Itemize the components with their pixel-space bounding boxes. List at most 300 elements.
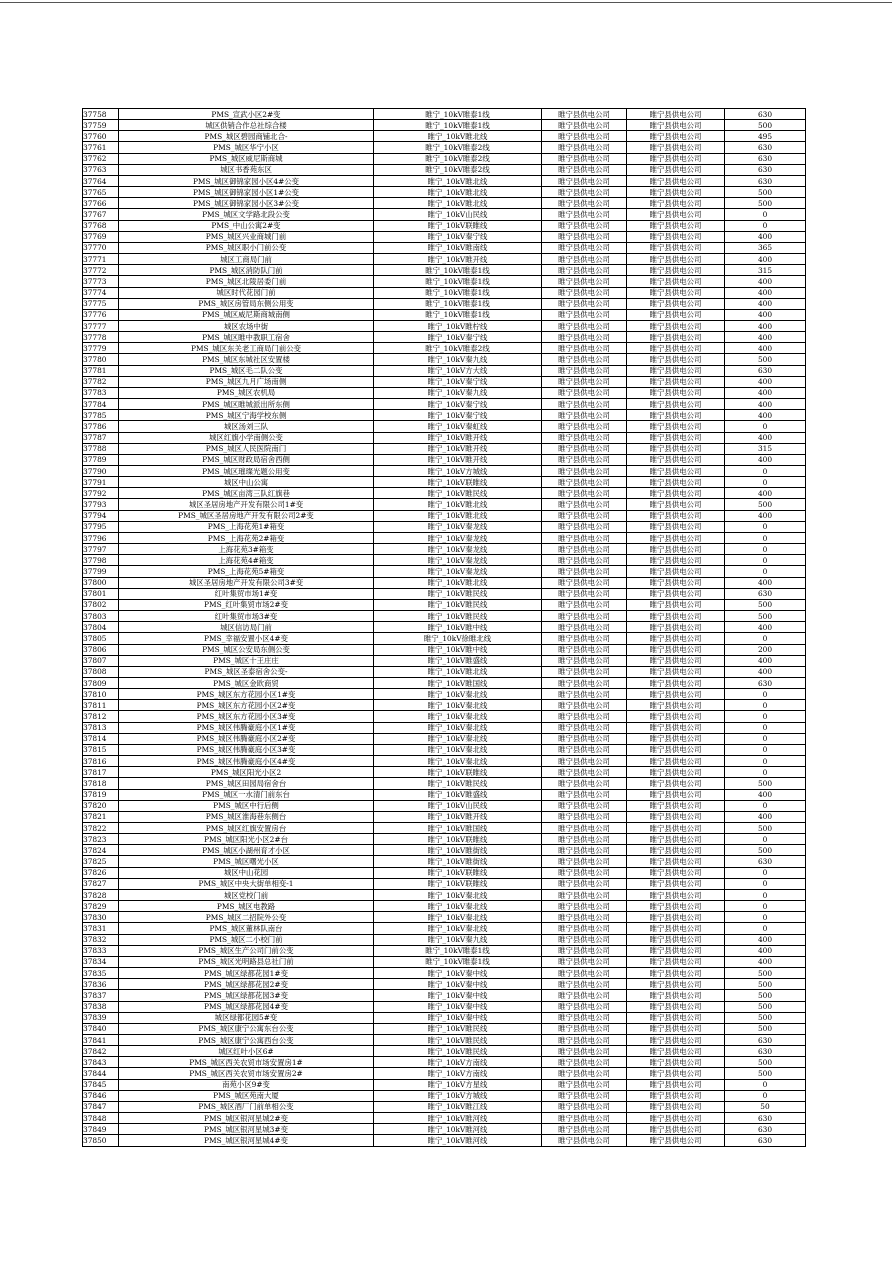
table-row bbox=[83, 387, 806, 398]
operator-company-cell: 睢宁县供电公司 bbox=[627, 153, 725, 164]
row-id-cell: 37782 bbox=[83, 376, 119, 387]
table-row bbox=[83, 142, 806, 153]
table-row bbox=[83, 767, 806, 778]
operator-company-cell: 睢宁县供电公司 bbox=[627, 521, 725, 532]
feeder-line-cell: 睢宁_10kV联睢线 bbox=[374, 878, 542, 889]
capacity-cell: 400 bbox=[725, 309, 806, 320]
company-cell: 睢宁县供电公司 bbox=[542, 744, 627, 755]
row-id-cell: 37796 bbox=[83, 532, 119, 543]
transformer-name-cell: 南苑小区9#变 bbox=[119, 1079, 374, 1090]
transformer-name-cell: PMS_城区人民医院南门 bbox=[119, 443, 374, 454]
transformer-name-cell: PMS_城区东城社区安置楼 bbox=[119, 354, 374, 365]
table-row bbox=[83, 1001, 806, 1012]
capacity-cell: 400 bbox=[725, 231, 806, 242]
company-cell: 睢宁县供电公司 bbox=[542, 655, 627, 666]
operator-company-cell: 睢宁县供电公司 bbox=[627, 432, 725, 443]
transformer-name-cell: PMS_城区西关农贸市场安置房1# bbox=[119, 1057, 374, 1068]
feeder-line-cell: 睢宁_10kV睢北线 bbox=[374, 131, 542, 142]
table-row bbox=[83, 823, 806, 834]
capacity-cell: 0 bbox=[725, 901, 806, 912]
row-id-cell: 37788 bbox=[83, 443, 119, 454]
row-id-cell: 37808 bbox=[83, 666, 119, 677]
table-row bbox=[83, 599, 806, 610]
transformer-name-cell: PMS_城区一水清门前东台 bbox=[119, 789, 374, 800]
feeder-line-cell: 睢宁_10kV方南线 bbox=[374, 1057, 542, 1068]
table-row bbox=[83, 354, 806, 365]
capacity-cell: 0 bbox=[725, 689, 806, 700]
transformer-name-cell: PMS_宣武小区2#变 bbox=[119, 109, 374, 120]
company-cell: 睢宁县供电公司 bbox=[542, 622, 627, 633]
transformer-name-cell: PMS_城区小湖州育才小区 bbox=[119, 845, 374, 856]
capacity-cell: 500 bbox=[725, 845, 806, 856]
row-id-cell: 37840 bbox=[83, 1023, 119, 1034]
operator-company-cell: 睢宁县供电公司 bbox=[627, 343, 725, 354]
table-row bbox=[83, 979, 806, 990]
table-row bbox=[83, 811, 806, 822]
feeder-line-cell: 睢宁_10kV秦中线 bbox=[374, 979, 542, 990]
feeder-line-cell: 睢宁_10kV方南线 bbox=[374, 1068, 542, 1079]
operator-company-cell: 睢宁县供电公司 bbox=[627, 488, 725, 499]
company-cell: 睢宁县供电公司 bbox=[542, 823, 627, 834]
transformer-name-cell: PMS_城区阳光小区2 bbox=[119, 767, 374, 778]
feeder-line-cell: 睢宁_10kV睢泰1线 bbox=[374, 109, 542, 120]
company-cell: 睢宁县供电公司 bbox=[542, 856, 627, 867]
company-cell: 睢宁县供电公司 bbox=[542, 689, 627, 700]
operator-company-cell: 睢宁县供电公司 bbox=[627, 376, 725, 387]
feeder-line-cell: 睢宁_10kV睢北线 bbox=[374, 499, 542, 510]
feeder-line-cell: 睢宁_10kV山民线 bbox=[374, 209, 542, 220]
company-cell: 睢宁县供电公司 bbox=[542, 1079, 627, 1090]
operator-company-cell: 睢宁县供电公司 bbox=[627, 532, 725, 543]
transformer-name-cell: PMS_城区绿都花园3#变 bbox=[119, 990, 374, 1001]
table-row bbox=[83, 287, 806, 298]
feeder-line-cell: 睢宁_10kV睢南线 bbox=[374, 242, 542, 253]
transformer-name-cell: PMS_城区文学路北段公变 bbox=[119, 209, 374, 220]
feeder-line-cell: 睢宁_10kV睢中线 bbox=[374, 622, 542, 633]
row-id-cell: 37814 bbox=[83, 733, 119, 744]
feeder-line-cell: 睢宁_10kV联睢线 bbox=[374, 767, 542, 778]
transformer-name-cell: PMS_城区伟腾豪庭小区3#变 bbox=[119, 744, 374, 755]
capacity-cell: 0 bbox=[725, 923, 806, 934]
feeder-line-cell: 睢宁_10kV睢民线 bbox=[374, 488, 542, 499]
transformer-name-cell: PMS_红叶集贸市场2#变 bbox=[119, 599, 374, 610]
operator-company-cell: 睢宁县供电公司 bbox=[627, 354, 725, 365]
capacity-cell: 0 bbox=[725, 532, 806, 543]
company-cell: 睢宁县供电公司 bbox=[542, 131, 627, 142]
operator-company-cell: 睢宁县供电公司 bbox=[627, 109, 725, 120]
table-row bbox=[83, 242, 806, 253]
transformer-name-cell: PMS_城区公安局东侧公变 bbox=[119, 644, 374, 655]
row-id-cell: 37762 bbox=[83, 153, 119, 164]
capacity-cell: 0 bbox=[725, 477, 806, 488]
table-row bbox=[83, 778, 806, 789]
feeder-line-cell: 睢宁_10kV睢中线 bbox=[374, 644, 542, 655]
table-row bbox=[83, 611, 806, 622]
capacity-cell: 400 bbox=[725, 934, 806, 945]
capacity-cell: 0 bbox=[725, 889, 806, 900]
row-id-cell: 37838 bbox=[83, 1001, 119, 1012]
operator-company-cell: 睢宁县供电公司 bbox=[627, 968, 725, 979]
company-cell: 睢宁县供电公司 bbox=[542, 254, 627, 265]
row-id-cell: 37793 bbox=[83, 499, 119, 510]
table-row bbox=[83, 1113, 806, 1124]
company-cell: 睢宁县供电公司 bbox=[542, 1090, 627, 1101]
transformer-name-cell: 红叶集贸市场1#变 bbox=[119, 588, 374, 599]
table-row bbox=[83, 956, 806, 967]
row-id-cell: 37758 bbox=[83, 109, 119, 120]
operator-company-cell: 睢宁县供电公司 bbox=[627, 599, 725, 610]
operator-company-cell: 睢宁县供电公司 bbox=[627, 120, 725, 131]
row-id-cell: 37811 bbox=[83, 700, 119, 711]
feeder-line-cell: 睢宁_10kV睢泰1线 bbox=[374, 956, 542, 967]
company-cell: 睢宁县供电公司 bbox=[542, 867, 627, 878]
table-row bbox=[83, 1079, 806, 1090]
capacity-cell: 400 bbox=[725, 343, 806, 354]
transformer-name-cell: 上海花苑3#箱变 bbox=[119, 544, 374, 555]
table-row bbox=[83, 633, 806, 644]
feeder-line-cell: 睢宁_10kV秦中线 bbox=[374, 968, 542, 979]
feeder-line-cell: 睢宁_10kV秦宁线 bbox=[374, 332, 542, 343]
company-cell: 睢宁县供电公司 bbox=[542, 789, 627, 800]
company-cell: 睢宁县供电公司 bbox=[542, 309, 627, 320]
transformer-name-cell: 城区中山公寓 bbox=[119, 477, 374, 488]
transformer-name-cell: PMS_城区阳光小区2#台 bbox=[119, 834, 374, 845]
capacity-cell: 0 bbox=[725, 1090, 806, 1101]
row-id-cell: 37850 bbox=[83, 1135, 119, 1146]
transformer-name-cell: PMS_城区威尼斯商城 bbox=[119, 153, 374, 164]
table-row bbox=[83, 332, 806, 343]
operator-company-cell: 睢宁县供电公司 bbox=[627, 1113, 725, 1124]
capacity-cell: 400 bbox=[725, 298, 806, 309]
feeder-line-cell: 睢宁_10kV睢开线 bbox=[374, 454, 542, 465]
operator-company-cell: 睢宁县供电公司 bbox=[627, 655, 725, 666]
company-cell: 睢宁县供电公司 bbox=[542, 287, 627, 298]
company-cell: 睢宁县供电公司 bbox=[542, 845, 627, 856]
capacity-cell: 630 bbox=[725, 365, 806, 376]
capacity-cell: 400 bbox=[725, 254, 806, 265]
operator-company-cell: 睢宁县供电公司 bbox=[627, 722, 725, 733]
feeder-line-cell: 睢宁_10kV秦北线 bbox=[374, 901, 542, 912]
transformer-name-cell: PMS_城区银河星城4#变 bbox=[119, 1135, 374, 1146]
row-id-cell: 37846 bbox=[83, 1090, 119, 1101]
transformer-name-cell: PMS_城区圣泰宿舍公变- bbox=[119, 666, 374, 677]
table-row bbox=[83, 410, 806, 421]
transformer-name-cell: PMS_城区光明路县总社门前 bbox=[119, 956, 374, 967]
operator-company-cell: 睢宁县供电公司 bbox=[627, 220, 725, 231]
table-row bbox=[83, 968, 806, 979]
row-id-cell: 37791 bbox=[83, 477, 119, 488]
company-cell: 睢宁县供电公司 bbox=[542, 811, 627, 822]
table-row bbox=[83, 689, 806, 700]
feeder-line-cell: 睢宁_10kV联睢线 bbox=[374, 834, 542, 845]
table-row bbox=[83, 365, 806, 376]
company-cell: 睢宁县供电公司 bbox=[542, 778, 627, 789]
transformer-name-cell: PMS_城区东关老工商局门前公变 bbox=[119, 343, 374, 354]
feeder-line-cell: 睢宁_10kV秦宁线 bbox=[374, 399, 542, 410]
table-row bbox=[83, 265, 806, 276]
feeder-line-cell: 睢宁_10kV秦宁线 bbox=[374, 231, 542, 242]
feeder-line-cell: 睢宁_10kV睢国线 bbox=[374, 677, 542, 688]
feeder-line-cell: 睢宁_10kV秦龙线 bbox=[374, 521, 542, 532]
capacity-cell: 400 bbox=[725, 666, 806, 677]
row-id-cell: 37801 bbox=[83, 588, 119, 599]
table-row bbox=[83, 175, 806, 186]
capacity-cell: 400 bbox=[725, 789, 806, 800]
capacity-cell: 500 bbox=[725, 354, 806, 365]
feeder-line-cell: 睢宁_10kV秦中线 bbox=[374, 1012, 542, 1023]
row-id-cell: 37834 bbox=[83, 956, 119, 967]
company-cell: 睢宁县供电公司 bbox=[542, 399, 627, 410]
operator-company-cell: 睢宁县供电公司 bbox=[627, 622, 725, 633]
operator-company-cell: 睢宁县供电公司 bbox=[627, 823, 725, 834]
operator-company-cell: 睢宁县供电公司 bbox=[627, 142, 725, 153]
feeder-line-cell: 睢宁_10kV睢北线 bbox=[374, 577, 542, 588]
table-row bbox=[83, 488, 806, 499]
operator-company-cell: 睢宁县供电公司 bbox=[627, 990, 725, 1001]
feeder-line-cell: 睢宁_10kV睢街线 bbox=[374, 845, 542, 856]
row-id-cell: 37786 bbox=[83, 421, 119, 432]
row-id-cell: 37792 bbox=[83, 488, 119, 499]
capacity-cell: 500 bbox=[725, 198, 806, 209]
feeder-line-cell: 睢宁_10kV秦虹线 bbox=[374, 421, 542, 432]
company-cell: 睢宁县供电公司 bbox=[542, 912, 627, 923]
feeder-line-cell: 睢宁_10kV方大线 bbox=[374, 365, 542, 376]
capacity-cell: 50 bbox=[725, 1101, 806, 1112]
transformer-name-cell: PMS_城区东方花园小区3#变 bbox=[119, 711, 374, 722]
capacity-cell: 400 bbox=[725, 320, 806, 331]
company-cell: 睢宁县供电公司 bbox=[542, 466, 627, 477]
table-row bbox=[83, 510, 806, 521]
operator-company-cell: 睢宁县供电公司 bbox=[627, 175, 725, 186]
capacity-cell: 400 bbox=[725, 399, 806, 410]
transformer-name-cell: 城区圣居房地产开发有限公司1#变 bbox=[119, 499, 374, 510]
feeder-line-cell: 睢宁_10kV睢北线 bbox=[374, 666, 542, 677]
table-row bbox=[83, 1068, 806, 1079]
operator-company-cell: 睢宁县供电公司 bbox=[627, 800, 725, 811]
transformer-name-cell: 城区红叶小区6# bbox=[119, 1046, 374, 1057]
operator-company-cell: 睢宁县供电公司 bbox=[627, 298, 725, 309]
capacity-cell: 0 bbox=[725, 722, 806, 733]
feeder-line-cell: 睢宁_10kV睢民线 bbox=[374, 1034, 542, 1045]
feeder-line-cell: 睢宁_10kV睢国线 bbox=[374, 823, 542, 834]
row-id-cell: 37836 bbox=[83, 979, 119, 990]
operator-company-cell: 睢宁县供电公司 bbox=[627, 454, 725, 465]
transformer-name-cell: PMS_城区御锦家园小区4#公变 bbox=[119, 175, 374, 186]
transformer-name-cell: PMS_城区淮海巷东侧台 bbox=[119, 811, 374, 822]
company-cell: 睢宁县供电公司 bbox=[542, 767, 627, 778]
row-id-cell: 37777 bbox=[83, 320, 119, 331]
company-cell: 睢宁县供电公司 bbox=[542, 577, 627, 588]
table-row bbox=[83, 521, 806, 532]
table-row bbox=[83, 555, 806, 566]
operator-company-cell: 睢宁县供电公司 bbox=[627, 700, 725, 711]
table-row bbox=[83, 466, 806, 477]
operator-company-cell: 睢宁县供电公司 bbox=[627, 901, 725, 912]
company-cell: 睢宁县供电公司 bbox=[542, 566, 627, 577]
operator-company-cell: 睢宁县供电公司 bbox=[627, 499, 725, 510]
table-row bbox=[83, 722, 806, 733]
capacity-cell: 500 bbox=[725, 968, 806, 979]
company-cell: 睢宁县供电公司 bbox=[542, 532, 627, 543]
capacity-cell: 0 bbox=[725, 767, 806, 778]
table-row bbox=[83, 1090, 806, 1101]
company-cell: 睢宁县供电公司 bbox=[542, 242, 627, 253]
row-id-cell: 37760 bbox=[83, 131, 119, 142]
operator-company-cell: 睢宁县供电公司 bbox=[627, 711, 725, 722]
feeder-line-cell: 睢宁_10kV睢泰1线 bbox=[374, 276, 542, 287]
feeder-line-cell: 睢宁_10kV睢开线 bbox=[374, 811, 542, 822]
table-row bbox=[83, 153, 806, 164]
company-cell: 睢宁县供电公司 bbox=[542, 1023, 627, 1034]
table-row bbox=[83, 399, 806, 410]
company-cell: 睢宁县供电公司 bbox=[542, 1034, 627, 1045]
transformer-name-cell: PMS_城区绿都花园1#变 bbox=[119, 968, 374, 979]
company-cell: 睢宁县供电公司 bbox=[542, 142, 627, 153]
feeder-line-cell: 睢宁_10kV睢江线 bbox=[374, 1101, 542, 1112]
capacity-cell: 630 bbox=[725, 1113, 806, 1124]
row-id-cell: 37798 bbox=[83, 555, 119, 566]
feeder-line-cell: 睢宁_10kV睢街线 bbox=[374, 856, 542, 867]
operator-company-cell: 睢宁县供电公司 bbox=[627, 443, 725, 454]
operator-company-cell: 睢宁县供电公司 bbox=[627, 744, 725, 755]
transformer-name-cell: PMS_城区兴业商城门前 bbox=[119, 231, 374, 242]
transformer-name-cell: PMS_城区银河星城2#变 bbox=[119, 1113, 374, 1124]
feeder-line-cell: 睢宁_10kV睢泰1线 bbox=[374, 265, 542, 276]
company-cell: 睢宁县供电公司 bbox=[542, 633, 627, 644]
operator-company-cell: 睢宁县供电公司 bbox=[627, 287, 725, 298]
feeder-line-cell: 睢宁_10kV睢河线 bbox=[374, 1124, 542, 1135]
operator-company-cell: 睢宁县供电公司 bbox=[627, 1012, 725, 1023]
feeder-line-cell: 睢宁_10kV睢泰2线 bbox=[374, 153, 542, 164]
feeder-line-cell: 睢宁_10kV秦北线 bbox=[374, 700, 542, 711]
row-id-cell: 37847 bbox=[83, 1101, 119, 1112]
operator-company-cell: 睢宁县供电公司 bbox=[627, 265, 725, 276]
operator-company-cell: 睢宁县供电公司 bbox=[627, 856, 725, 867]
operator-company-cell: 睢宁县供电公司 bbox=[627, 1057, 725, 1068]
row-id-cell: 37770 bbox=[83, 242, 119, 253]
row-id-cell: 37827 bbox=[83, 878, 119, 889]
transformer-name-cell: 城区农场中街 bbox=[119, 320, 374, 331]
company-cell: 睢宁县供电公司 bbox=[542, 343, 627, 354]
operator-company-cell: 睢宁县供电公司 bbox=[627, 242, 725, 253]
row-id-cell: 37765 bbox=[83, 187, 119, 198]
feeder-line-cell: 睢宁_10kV秦北线 bbox=[374, 889, 542, 900]
transformer-name-cell: PMS_城区电教路 bbox=[119, 901, 374, 912]
company-cell: 睢宁县供电公司 bbox=[542, 934, 627, 945]
feeder-line-cell: 睢宁_10kV秦北线 bbox=[374, 733, 542, 744]
operator-company-cell: 睢宁县供电公司 bbox=[627, 387, 725, 398]
operator-company-cell: 睢宁县供电公司 bbox=[627, 878, 725, 889]
company-cell: 睢宁县供电公司 bbox=[542, 1068, 627, 1079]
capacity-cell: 630 bbox=[725, 142, 806, 153]
table-row bbox=[83, 878, 806, 889]
operator-company-cell: 睢宁县供电公司 bbox=[627, 566, 725, 577]
company-cell: 睢宁县供电公司 bbox=[542, 599, 627, 610]
feeder-line-cell: 睢宁_10kV秦北线 bbox=[374, 923, 542, 934]
company-cell: 睢宁县供电公司 bbox=[542, 120, 627, 131]
company-cell: 睢宁县供电公司 bbox=[542, 756, 627, 767]
row-id-cell: 37800 bbox=[83, 577, 119, 588]
operator-company-cell: 睢宁县供电公司 bbox=[627, 231, 725, 242]
company-cell: 睢宁县供电公司 bbox=[542, 477, 627, 488]
row-id-cell: 37775 bbox=[83, 298, 119, 309]
company-cell: 睢宁县供电公司 bbox=[542, 544, 627, 555]
capacity-cell: 0 bbox=[725, 555, 806, 566]
capacity-cell: 500 bbox=[725, 1012, 806, 1023]
company-cell: 睢宁县供电公司 bbox=[542, 320, 627, 331]
table-row bbox=[83, 544, 806, 555]
transformer-name-cell: PMS_城区御锦家园小区3#公变 bbox=[119, 198, 374, 209]
row-id-cell: 37809 bbox=[83, 677, 119, 688]
table-row bbox=[83, 845, 806, 856]
transformer-name-cell: PMS_城区碧园商铺北合- bbox=[119, 131, 374, 142]
operator-company-cell: 睢宁县供电公司 bbox=[627, 276, 725, 287]
transformer-name-cell: 城区书香苑东区 bbox=[119, 164, 374, 175]
operator-company-cell: 睢宁县供电公司 bbox=[627, 332, 725, 343]
table-row bbox=[83, 343, 806, 354]
capacity-cell: 0 bbox=[725, 800, 806, 811]
company-cell: 睢宁县供电公司 bbox=[542, 979, 627, 990]
transformer-name-cell: PMS_城区东方花园小区1#变 bbox=[119, 689, 374, 700]
operator-company-cell: 睢宁县供电公司 bbox=[627, 889, 725, 900]
table-row bbox=[83, 677, 806, 688]
transformer-name-cell: PMS_城区宁海学校东侧 bbox=[119, 410, 374, 421]
capacity-cell: 0 bbox=[725, 544, 806, 555]
transformer-name-cell: PMS_城区农机局 bbox=[119, 387, 374, 398]
company-cell: 睢宁县供电公司 bbox=[542, 611, 627, 622]
operator-company-cell: 睢宁县供电公司 bbox=[627, 867, 725, 878]
table-row bbox=[83, 276, 806, 287]
transformer-name-cell: PMS_城区职小门前公变 bbox=[119, 242, 374, 253]
row-id-cell: 37795 bbox=[83, 521, 119, 532]
row-id-cell: 37763 bbox=[83, 164, 119, 175]
feeder-line-cell: 睢宁_10kV睢开线 bbox=[374, 443, 542, 454]
operator-company-cell: 睢宁县供电公司 bbox=[627, 544, 725, 555]
operator-company-cell: 睢宁县供电公司 bbox=[627, 945, 725, 956]
row-id-cell: 37764 bbox=[83, 175, 119, 186]
transformer-name-cell: PMS_城区九月广场南侧 bbox=[119, 376, 374, 387]
company-cell: 睢宁县供电公司 bbox=[542, 276, 627, 287]
capacity-cell: 500 bbox=[725, 187, 806, 198]
feeder-line-cell: 睢宁_10kV睢泰1线 bbox=[374, 309, 542, 320]
capacity-cell: 0 bbox=[725, 466, 806, 477]
row-id-cell: 37837 bbox=[83, 990, 119, 1001]
capacity-cell: 400 bbox=[725, 432, 806, 443]
capacity-cell: 500 bbox=[725, 990, 806, 1001]
capacity-cell: 400 bbox=[725, 454, 806, 465]
transformer-name-cell: PMS_城区二招院外公变 bbox=[119, 912, 374, 923]
company-cell: 睢宁县供电公司 bbox=[542, 644, 627, 655]
company-cell: 睢宁县供电公司 bbox=[542, 588, 627, 599]
company-cell: 睢宁县供电公司 bbox=[542, 945, 627, 956]
capacity-cell: 0 bbox=[725, 220, 806, 231]
feeder-line-cell: 睢宁_10kV方星线 bbox=[374, 1079, 542, 1090]
table-row bbox=[83, 187, 806, 198]
operator-company-cell: 睢宁县供电公司 bbox=[627, 1034, 725, 1045]
table-row bbox=[83, 1046, 806, 1057]
company-cell: 睢宁县供电公司 bbox=[542, 365, 627, 376]
capacity-cell: 500 bbox=[725, 611, 806, 622]
operator-company-cell: 睢宁县供电公司 bbox=[627, 677, 725, 688]
operator-company-cell: 睢宁县供电公司 bbox=[627, 421, 725, 432]
transformer-name-cell: PMS_城区中行后侧 bbox=[119, 800, 374, 811]
transformer-name-cell: PMS_城区亩湾三队红旗巷 bbox=[119, 488, 374, 499]
feeder-line-cell: 睢宁_10kV睢泰1线 bbox=[374, 120, 542, 131]
row-id-cell: 37824 bbox=[83, 845, 119, 856]
feeder-line-cell: 睢宁_10kV联睢线 bbox=[374, 220, 542, 231]
table-row bbox=[83, 700, 806, 711]
capacity-cell: 500 bbox=[725, 1001, 806, 1012]
